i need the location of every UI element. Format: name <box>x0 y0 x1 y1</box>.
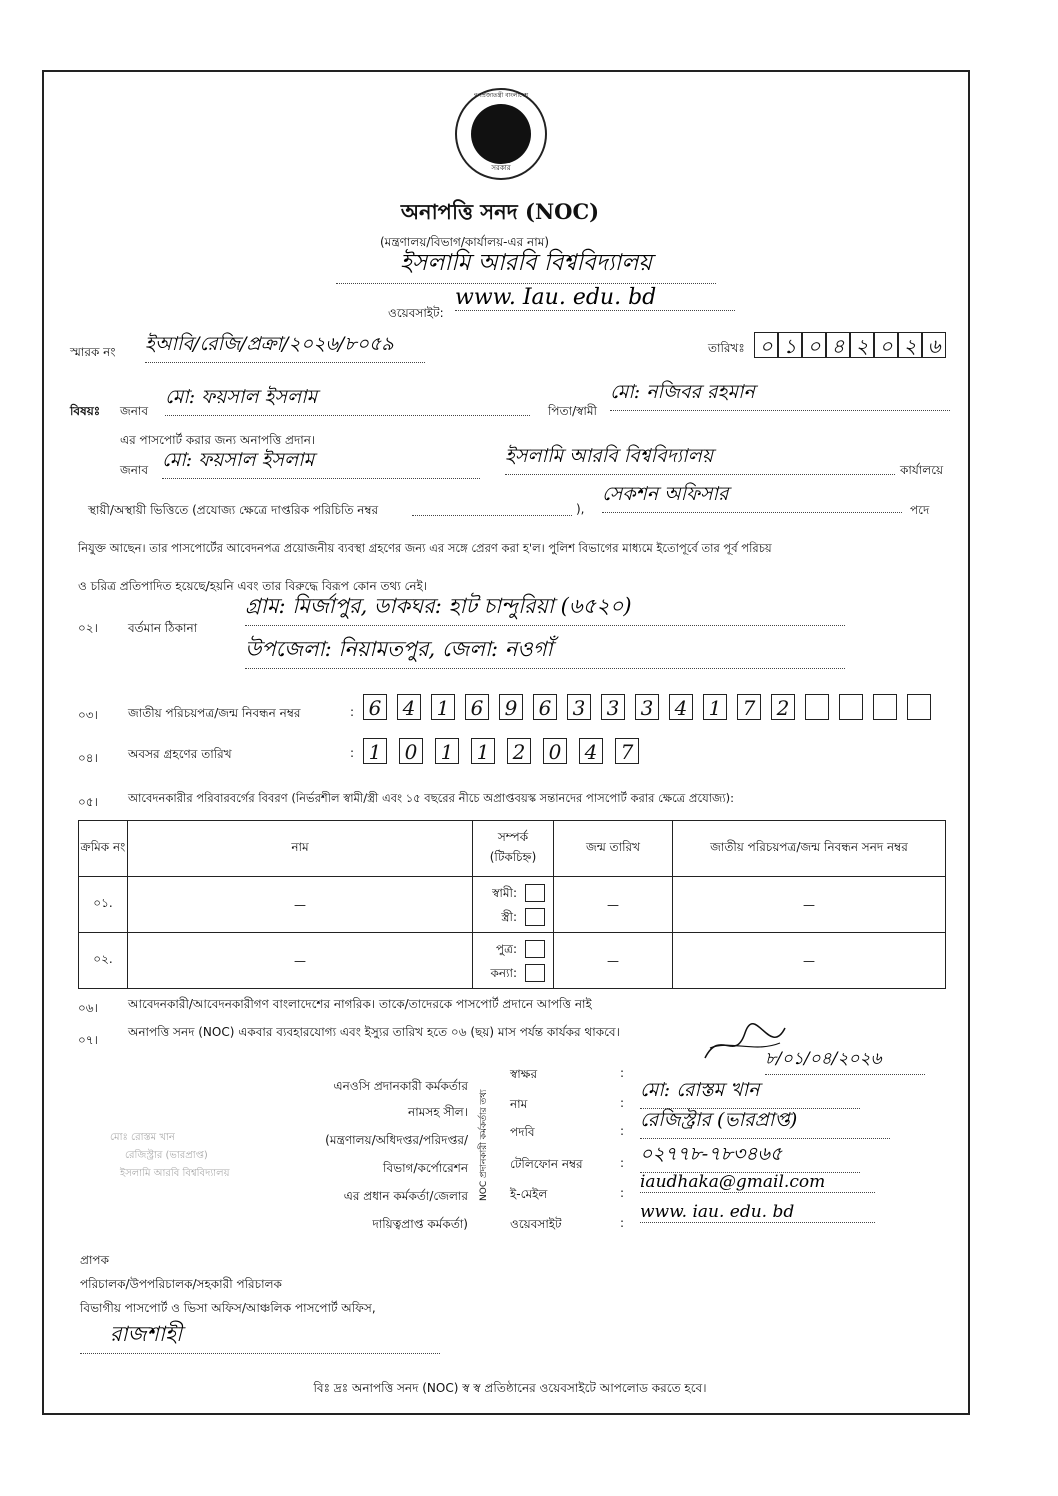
subject-purpose: এর পাসপোর্ট করার জন্য অনাপত্তি প্রদান। <box>120 433 316 447</box>
nid-digit-box: 3 <box>567 694 591 720</box>
row-name: — <box>128 933 473 989</box>
nid-digit-box: 6 <box>363 694 387 720</box>
body-line3: নিযুক্ত আছেন। তার পাসপোর্টের আবেদনপত্র প্রয়োজনীয় ব্যবস্থা গ্রহণের জন্য এর সঙ্গে প্রেরণ করা হ'ল। পুলিশ বিভাগের মাধ্যমে ইতোপূর্বে তার পূর্ব পরিচয় <box>78 541 772 555</box>
relation-option-1: পুত্র: <box>495 941 517 956</box>
item-05-number: ০৫। <box>78 795 98 809</box>
retire-digit-box: 7 <box>615 738 639 764</box>
table-row <box>79 877 946 933</box>
date-digit-box: ১ <box>778 332 802 358</box>
father-label: পিতা/স্বামী <box>548 404 597 418</box>
label-website: ওয়েবসাইট <box>510 1217 562 1231</box>
retire-digit-box: 0 <box>543 738 567 764</box>
footer-note: বিঃ দ্রঃ অনাপত্তি সনদ (NOC) স্ব স্ব প্রতিষ্ঠানের ওয়েবসাইটে আপলোড করতে হবে। <box>313 1381 707 1395</box>
row-dob: — <box>554 933 673 989</box>
row-dob: — <box>554 877 673 933</box>
row-name: — <box>128 877 473 933</box>
family-table <box>78 820 946 989</box>
nid-label: জাতীয় পরিচয়পত্র/জন্ম নিবন্ধন নম্বর <box>128 706 301 720</box>
nid-digit-box: 7 <box>737 694 761 720</box>
memo-label: স্মারক নং <box>70 345 116 359</box>
colon-1: : <box>620 1066 625 1080</box>
row-relation <box>473 933 554 989</box>
relation-option-1: স্বামী: <box>492 885 517 900</box>
relation-checkbox-1[interactable] <box>525 940 545 958</box>
row-nid: — <box>673 877 946 933</box>
retire-digit-box: 0 <box>399 738 423 764</box>
nid-digit-box: 3 <box>635 694 659 720</box>
nid-colon: : <box>350 705 355 719</box>
office-suffix: কার্যালয়ে <box>900 463 944 477</box>
subject-label: বিষয়ঃ <box>70 404 101 418</box>
issuer-designation: রেজিস্ট্রার (ভারপ্রাপ্ত) <box>640 1106 890 1139</box>
tenure-text: স্থায়ী/অস্থায়ী ভিত্তিতে (প্রযোজ্য ক্ষেত্রে দাপ্তরিক পরিচিতি নম্বর <box>88 503 379 517</box>
nid-digit-box: 3 <box>601 694 625 720</box>
faded-stamp-line-1: মোঃ রোস্তম খান <box>110 1132 175 1143</box>
row-serial: ০২. <box>79 933 128 989</box>
issuer-vertical-label: NOC প্রদানকারী কর্মকর্তার তথ্য <box>479 1089 489 1201</box>
signature-date: ৮/০১/০৪/২০২৬ <box>765 1046 925 1075</box>
date-digit-box: ২ <box>898 332 922 358</box>
recipient-label: প্রাপক <box>80 1253 109 1267</box>
date-digit-box: ২ <box>850 332 874 358</box>
col-name: নাম <box>128 821 473 877</box>
nid-digit-box <box>839 694 863 720</box>
nid-digit-box <box>873 694 897 720</box>
recipient-city: রাজশাহী <box>80 1318 440 1354</box>
seal-bottom-text: সরকার <box>491 164 511 172</box>
col-nid: জাতীয় পরিচয়পত্র/জন্ম নিবন্ধন সনদ নম্বর <box>673 821 946 877</box>
retire-digit-box: 2 <box>507 738 531 764</box>
body-mr-label: জনাব <box>120 463 149 477</box>
body-name: মো: ফয়সাল ইসলাম <box>162 446 480 479</box>
retire-digit-box: 1 <box>363 738 387 764</box>
label-phone: টেলিফোন নম্বর <box>510 1157 583 1171</box>
org-name: ইসলামি আরবি বিশ্ববিদ্যালয় <box>336 244 716 284</box>
retire-colon: : <box>350 746 355 760</box>
org-website: www. Iau. edu. bd <box>455 285 735 311</box>
address-label: বর্তমান ঠিকানা <box>128 621 198 635</box>
row-nid: — <box>673 933 946 989</box>
relation-checkbox-2[interactable] <box>525 964 545 982</box>
org-label: (মন্ত্রণালয়/বিভাগ/কার্যালয়-এর নাম) <box>380 235 550 249</box>
faded-stamp-line-3: ইসলামি আরবি বিশ্ববিদ্যালয় <box>120 1168 230 1179</box>
body-office: ইসলামি আরবি বিশ্ববিদ্যালয় <box>505 442 895 475</box>
body-line4: ও চরিত্র প্রতিপাদিত হয়েছে/হয়নি এবং তার বিরুদ্ধে বিরূপ কোন তথ্য নেই। <box>78 579 428 593</box>
col-relation: সম্পর্ক (টিকচিহ্ন) <box>473 821 554 877</box>
government-seal <box>455 88 547 180</box>
issuer-desc-4: বিভাগ/কর্পোরেশন <box>383 1161 468 1175</box>
website-label: ওয়েবসাইট: <box>388 306 444 320</box>
nid-digit-box: 6 <box>533 694 557 720</box>
colon-5: : <box>620 1186 625 1200</box>
date-digit-box: ০ <box>874 332 898 358</box>
issuer-email: iaudhaka@gmail.com <box>640 1172 875 1193</box>
nid-digit-box: 2 <box>771 694 795 720</box>
nid-digit-box <box>805 694 829 720</box>
issuer-website: www. iau. edu. bd <box>640 1202 875 1223</box>
date-digit-box: ৪ <box>826 332 850 358</box>
label-signature: স্বাক্ষর <box>510 1067 538 1081</box>
recipient-line-1: পরিচালক/উপপরিচালক/সহকারী পরিচালক <box>80 1277 282 1291</box>
colon-3: : <box>620 1124 625 1138</box>
retire-label: অবসর গ্রহণের তারিখ <box>128 747 232 761</box>
colon-4: : <box>620 1156 625 1170</box>
issuer-desc-2: নামসহ সীল। <box>408 1105 468 1119</box>
subject-name: মো: ফয়সাল ইসলাম <box>165 383 530 416</box>
retire-digit-box: 1 <box>435 738 459 764</box>
nid-digit-box: 4 <box>397 694 421 720</box>
col-serial: ক্রমিক নং <box>79 821 128 877</box>
issuer-desc-5: এর প্রধান কর্মকর্তা/জেলার <box>343 1189 468 1203</box>
address-line-2: উপজেলা: নিয়ামতপুর, জেলা: নওগাঁ <box>245 633 845 669</box>
relation-checkbox-2[interactable] <box>525 908 545 926</box>
nid-digit-box: 1 <box>703 694 727 720</box>
issuer-desc-6: দায়িত্বপ্রাপ্ত কর্মকর্তা) <box>372 1217 468 1231</box>
issuer-name: মো: রোস্তম খান <box>640 1076 860 1109</box>
item-06-number: ০৬। <box>78 1001 98 1015</box>
faded-stamp-line-2: রেজিস্ট্রার (ভারপ্রাপ্ত) <box>125 1150 208 1161</box>
relation-checkbox-1[interactable] <box>525 884 545 902</box>
date-digit-box: ০ <box>754 332 778 358</box>
nid-digit-box: 9 <box>499 694 523 720</box>
retire-digit-box: 1 <box>471 738 495 764</box>
post-suffix: পদে <box>910 503 930 517</box>
issuer-phone: ০২৭৭৮-৭৮৩৪৬৫ <box>640 1140 860 1173</box>
colon-6: : <box>620 1216 625 1230</box>
label-name: নাম <box>510 1097 528 1111</box>
item-02-number: ০২। <box>78 621 98 635</box>
item-03-number: ০৩। <box>78 708 98 722</box>
address-line-1: গ্রাম: মির্জাপুর, ডাকঘর: হাট চান্দুরিয়া (৬৫২০) <box>245 590 845 626</box>
tenure-close: ), <box>576 502 585 516</box>
item-07-number: ০৭। <box>78 1033 98 1047</box>
father-name: মো: নজিবর রহমান <box>610 378 950 411</box>
recipient-line-2: বিভাগীয় পাসপোর্ট ও ভিসা অফিস/আঞ্চলিক পাসপোর্ট অফিস, <box>80 1301 376 1315</box>
date-digit-box: ০ <box>802 332 826 358</box>
memo-number: ইআবি/রেজি/প্রক্রা/২০২৬/৮০৫৯ <box>145 330 425 363</box>
nid-digit-box: 1 <box>431 694 455 720</box>
colon-2: : <box>620 1096 625 1110</box>
relation-option-2: স্ত্রী: <box>501 909 517 924</box>
issuer-desc-3: (মন্ত্রণালয়/অধিদপ্তর/পরিদপ্তর/ <box>325 1133 468 1147</box>
row-serial: ০১. <box>79 877 128 933</box>
official-id-blank <box>412 505 572 516</box>
row-relation <box>473 877 554 933</box>
subject-mr-label: জনাব <box>120 404 149 418</box>
nid-digit-box <box>907 694 931 720</box>
relation-option-2: কন্যা: <box>490 965 517 980</box>
date-label: তারিখঃ <box>708 341 745 355</box>
item-06-text: আবেদনকারী/আবেদনকারীগণ বাংলাদেশের নাগরিক। তাকে/তাদেরকে পাসপোর্ট প্রদানে আপত্তি নাই <box>128 997 592 1011</box>
date-digit-box: ৬ <box>922 332 946 358</box>
table-row <box>79 933 946 989</box>
label-designation: পদবি <box>510 1125 535 1139</box>
page-title: অনাপত্তি সনদ (NOC) <box>400 199 600 224</box>
nid-digit-box: 4 <box>669 694 693 720</box>
family-label: আবেদনকারীর পরিবারবর্গের বিবরণ (নির্ভরশীল স্বামী/স্ত্রী এবং ১৫ বছরের নীচে অপ্রাপ্তবয়স্ক সন্তানদের পাসপোর্ট করার ক্ষেত্রে প্রযোজ্য): <box>128 791 735 805</box>
col-dob: জন্ম তারিখ <box>554 821 673 877</box>
issuer-desc-1: এনওসি প্রদানকারী কর্মকর্তার <box>333 1079 468 1093</box>
item-07-text: অনাপত্তি সনদ (NOC) একবার ব্যবহারযোগ্য এবং ইস্যুর তারিখ হতে ০৬ (ছয়) মাস পর্যন্ত কার্যকর থাকবে। <box>128 1025 620 1039</box>
retire-digit-box: 4 <box>579 738 603 764</box>
nid-digit-box: 6 <box>465 694 489 720</box>
label-email: ই-মেইল <box>510 1187 548 1201</box>
seal-top-text: গণপ্রজাতন্ত্রী বাংলাদেশ <box>473 92 529 99</box>
post-name: সেকশন অফিসার <box>602 480 902 513</box>
item-04-number: ০৪। <box>78 751 98 765</box>
